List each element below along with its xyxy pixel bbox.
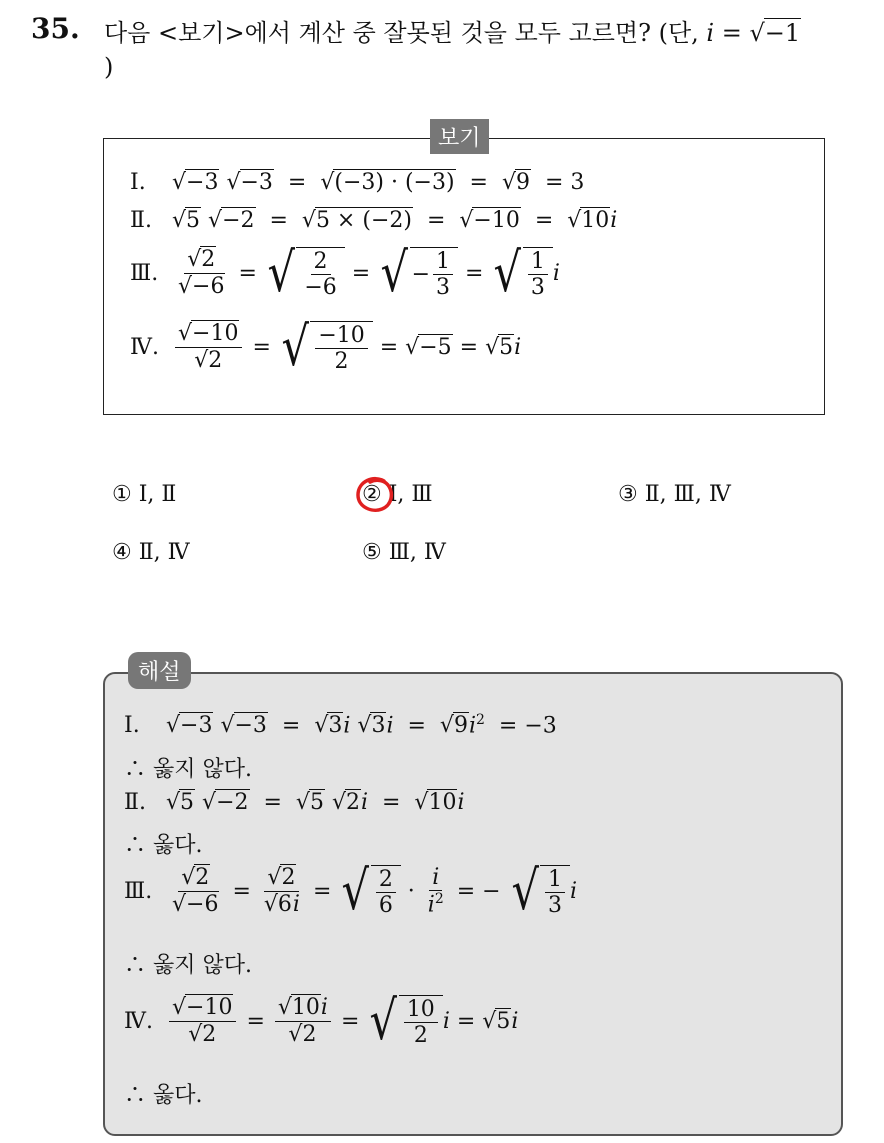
bogi-numeral-1: Ⅰ. xyxy=(130,170,146,195)
haeseol-conclusion-1: ∴ 옳지 않다. xyxy=(124,757,252,782)
question-close: ) xyxy=(104,53,114,81)
bogi-numeral-3: Ⅲ. xyxy=(130,260,159,286)
haeseol-conclusion-4: ∴ 옳다. xyxy=(124,1083,203,1108)
choice-5[interactable]: ⑤ Ⅲ, Ⅳ xyxy=(362,540,446,565)
question-stem: 다음 <보기>에서 계산 중 잘못된 것을 모두 고르면? (단, xyxy=(104,19,707,47)
bogi-item-1 xyxy=(130,170,584,195)
bogi-label: 보기 xyxy=(430,119,489,154)
bogi-formula-2: √5 √−2 = √5 × (−2) = √−10 = √10i xyxy=(172,208,618,233)
choice-4[interactable]: ④ Ⅱ, Ⅳ xyxy=(112,540,190,565)
condition-variable: i xyxy=(706,19,715,47)
question-number: 35. xyxy=(31,12,80,45)
choice-1[interactable]: ① Ⅰ, Ⅱ xyxy=(112,482,177,507)
choice-2[interactable]: ② Ⅰ, Ⅲ xyxy=(362,482,433,507)
haeseol-label: 해설 xyxy=(128,652,191,689)
bogi-formula-1: √−3 √−3 = √(−3) · (−3) = √9 = 3 xyxy=(172,170,585,195)
haeseol-line-1: Ⅰ. √−3 √−3 = √3i $√3i = √9i^2 = -3$ xyxy=(124,712,557,739)
bogi-item-2 xyxy=(130,208,617,233)
haeseol-line-4: Ⅳ. $\frac{√-10}{√2}$ = $\frac{√10i}{√2}$ = √ $\frac{10}{2}$ i = √5 i xyxy=(124,989,519,1052)
bogi-numeral-4: Ⅳ. xyxy=(130,334,159,360)
condition-equals: = xyxy=(714,19,750,47)
haeseol-line-3: Ⅲ. $\frac{√2}{√-6}$ = $\frac{√2}{√6i}$ = √ $\frac{2}{6}$ · $\frac{i}{i^2}$ = − √ $\frac{1}{3}$ i xyxy=(124,859,578,922)
answer-circle-mark xyxy=(354,475,398,515)
bogi-item-3 xyxy=(130,241,560,304)
question-text xyxy=(104,16,864,84)
bogi-formula-3: $\frac{√2}{√-6}$ = √ $\frac{2}{-6}$ = √ − $\frac{1}{3}$ = √ $\frac{1}{3}$ i xyxy=(178,241,560,304)
haeseol-line-2: Ⅱ. √5 √−2 = √5 √2i = √10i xyxy=(124,790,465,815)
bogi-numeral-2: Ⅱ. xyxy=(130,208,152,233)
bogi-item-4 xyxy=(130,315,522,378)
choice-3[interactable]: ③ Ⅱ, Ⅲ, Ⅳ xyxy=(618,482,731,507)
haeseol-conclusion-3: ∴ 옳지 않다. xyxy=(124,953,252,978)
bogi-formula-4: $\frac{√-10}{√2}$ = √ $\frac{-10}{2}$ = √−5 = √5 i xyxy=(172,320,521,374)
haeseol-conclusion-2: ∴ 옳다. xyxy=(124,833,203,858)
condition-radical: √−1 xyxy=(749,19,801,47)
